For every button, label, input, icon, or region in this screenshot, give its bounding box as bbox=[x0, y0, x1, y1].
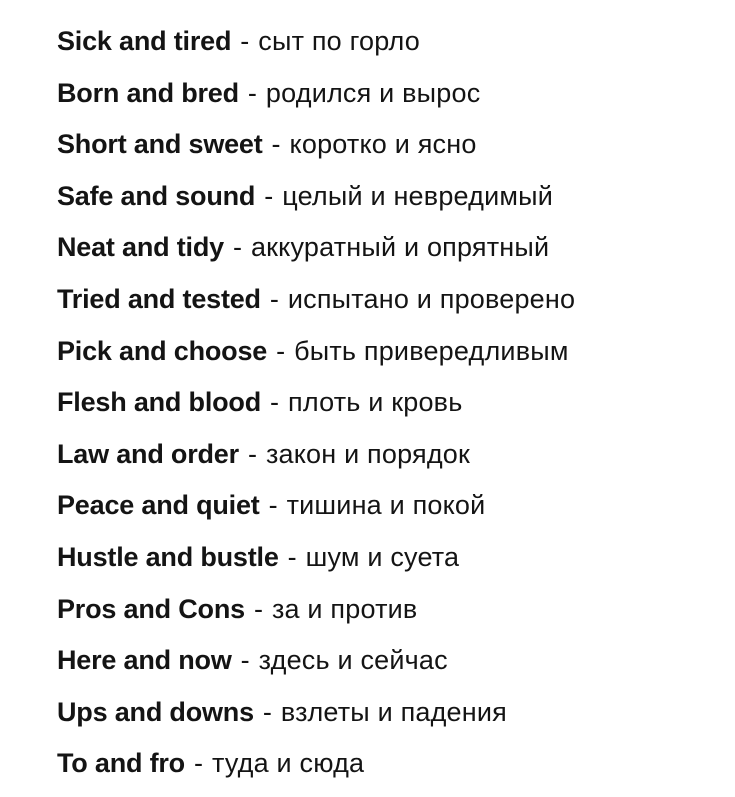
english-phrase: Flesh and blood bbox=[57, 387, 261, 418]
separator-dash: - bbox=[268, 490, 278, 521]
russian-translation: испытано и проверено bbox=[287, 283, 576, 314]
russian-translation: за и против bbox=[271, 593, 418, 624]
phrase-row-safe-and-sound bbox=[57, 175, 575, 227]
phrase-row-here-and-now bbox=[57, 639, 575, 691]
russian-translation: плоть и кровь bbox=[288, 387, 463, 418]
phrase-row-sick-and-tired bbox=[57, 20, 575, 72]
phrase-row-short-and-sweet bbox=[57, 123, 575, 175]
separator-dash: - bbox=[247, 77, 257, 108]
english-phrase: To and fro bbox=[57, 748, 185, 779]
english-phrase: Ups and downs bbox=[57, 696, 254, 727]
separator-dash: - bbox=[264, 180, 274, 211]
english-phrase: Tried and tested bbox=[57, 283, 261, 314]
russian-translation: быть привередливым bbox=[294, 335, 569, 366]
russian-translation: взлеты и падения bbox=[280, 696, 507, 727]
separator-dash: - bbox=[240, 645, 250, 676]
separator-dash: - bbox=[269, 283, 279, 314]
russian-translation: родился и вырос bbox=[265, 77, 481, 108]
separator-dash: - bbox=[271, 129, 281, 160]
english-phrase: Pick and choose bbox=[57, 335, 268, 366]
phrase-row-ups-and-downs bbox=[57, 691, 575, 743]
russian-translation: тишина и покой bbox=[286, 490, 486, 521]
english-phrase: Sick and tired bbox=[57, 26, 232, 56]
english-phrase: Safe and sound bbox=[57, 180, 256, 211]
phrase-row-born-and-bred bbox=[57, 72, 575, 124]
phrase-row-tried-and-tested bbox=[57, 278, 575, 330]
russian-translation: целый и невредимый bbox=[282, 180, 554, 211]
russian-translation: туда и сюда bbox=[211, 748, 365, 779]
russian-translation: сыт по горло bbox=[258, 26, 421, 56]
separator-dash: - bbox=[262, 696, 272, 727]
russian-translation: аккуратный и опрятный bbox=[250, 232, 550, 263]
separator-dash: - bbox=[270, 387, 279, 418]
separator-dash: - bbox=[240, 26, 250, 56]
english-phrase: Hustle and bustle bbox=[57, 541, 279, 572]
separator-dash: - bbox=[193, 748, 203, 779]
phrase-row-peace-and-quiet bbox=[57, 484, 575, 536]
phrase-row-flesh-and-blood bbox=[57, 381, 575, 433]
phrase-row-neat-and-tidy bbox=[57, 226, 575, 278]
russian-translation: коротко и ясно bbox=[289, 129, 477, 160]
russian-translation: закон и порядок bbox=[265, 438, 471, 469]
russian-translation: здесь и сейчас bbox=[258, 645, 448, 676]
phrase-row-pros-and-cons bbox=[57, 588, 575, 640]
phrase-list bbox=[57, 20, 575, 794]
separator-dash: - bbox=[253, 593, 263, 624]
english-phrase: Here and now bbox=[57, 645, 232, 676]
russian-translation: шум и суета bbox=[305, 541, 460, 572]
separator-dash: - bbox=[287, 541, 297, 572]
phrase-row-hustle-and-bustle bbox=[57, 536, 575, 588]
english-phrase: Neat and tidy bbox=[57, 232, 224, 263]
separator-dash: - bbox=[247, 438, 257, 469]
separator-dash: - bbox=[232, 232, 242, 263]
english-phrase: Pros and Cons bbox=[57, 593, 245, 624]
phrase-row-pick-and-choose bbox=[57, 330, 575, 382]
english-phrase: Peace and quiet bbox=[57, 490, 260, 521]
english-phrase: Law and order bbox=[57, 438, 239, 469]
english-phrase: Born and bred bbox=[57, 77, 239, 108]
english-phrase: Short and sweet bbox=[57, 129, 263, 160]
phrase-row-law-and-order bbox=[57, 433, 575, 485]
separator-dash: - bbox=[276, 335, 286, 366]
phrase-row-to-and-fro bbox=[57, 742, 575, 794]
